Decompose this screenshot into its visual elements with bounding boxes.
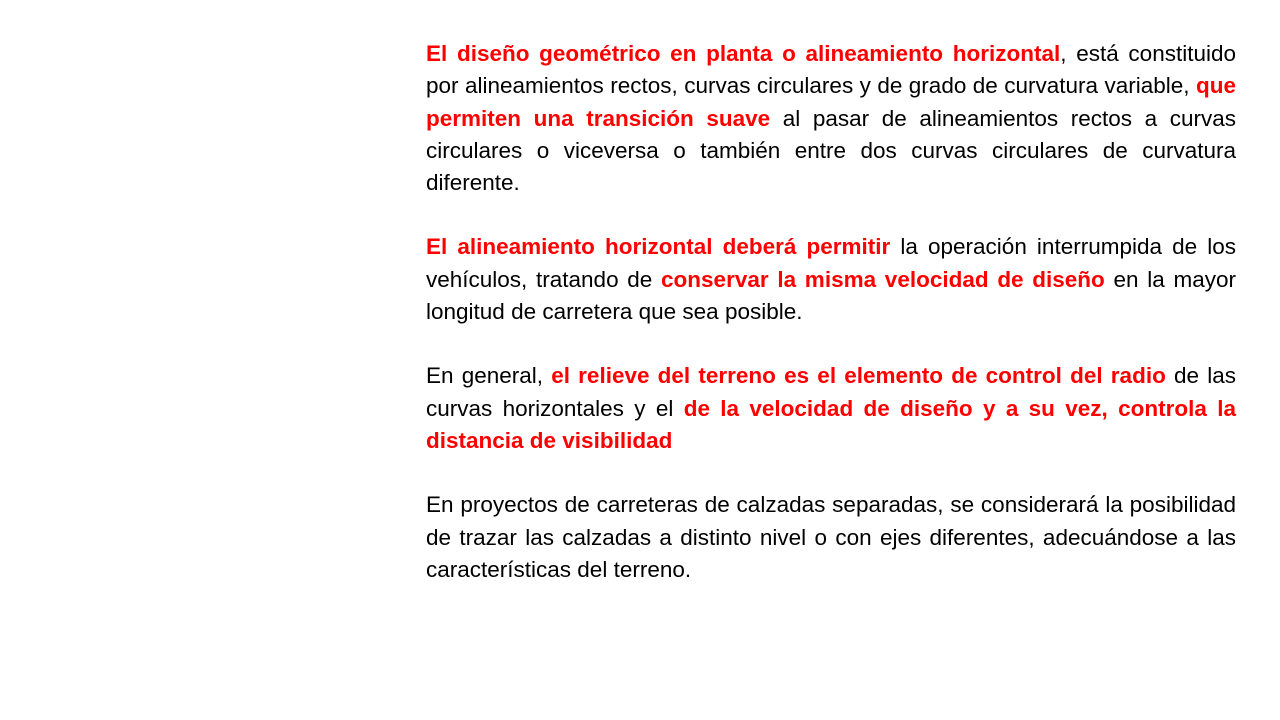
highlight-text: conservar la misma velocidad de diseño xyxy=(661,266,1105,292)
body-text xyxy=(426,38,1236,618)
body-span: de las curvas horizontales y el xyxy=(426,363,1236,421)
paragraph-calzadas xyxy=(426,489,1236,586)
highlight-text: de la velocidad de diseño y a su vez, controla la distancia de visibilidad xyxy=(426,395,1236,453)
body-span: , está constituido por alineamientos rectos, curvas circulares y de grado de curvatura variable, xyxy=(426,41,1236,99)
paragraph-alineamiento xyxy=(426,231,1236,328)
highlight-text: El diseño geométrico en planta o alineamiento horizontal xyxy=(426,41,1061,66)
paragraph-relieve xyxy=(426,360,1236,457)
body-span: En proyectos de carreteras de calzadas separadas, se considerará la posibilidad de trazar las calzadas a distinto nivel o con ejes diferentes, adecuándose a las características del terreno. xyxy=(426,492,1236,582)
body-span: en la mayor longitud de carretera que sea posible. xyxy=(426,266,1236,325)
highlight-text: El alineamiento horizontal deberá permitir xyxy=(426,234,891,260)
highlight-text: el relieve del terreno es el elemento de control del radio xyxy=(551,363,1166,389)
body-span: al pasar de alineamientos rectos a curvas circulares o viceversa o también entre dos curvas circulares de curvatura diferente. xyxy=(426,105,1236,196)
body-span: En general, xyxy=(426,363,552,389)
paragraph-planta xyxy=(426,38,1236,199)
highlight-text: que permiten una transición suave xyxy=(426,73,1236,131)
body-span: la operación interrumpida de los vehículos, tratando de xyxy=(426,234,1236,292)
